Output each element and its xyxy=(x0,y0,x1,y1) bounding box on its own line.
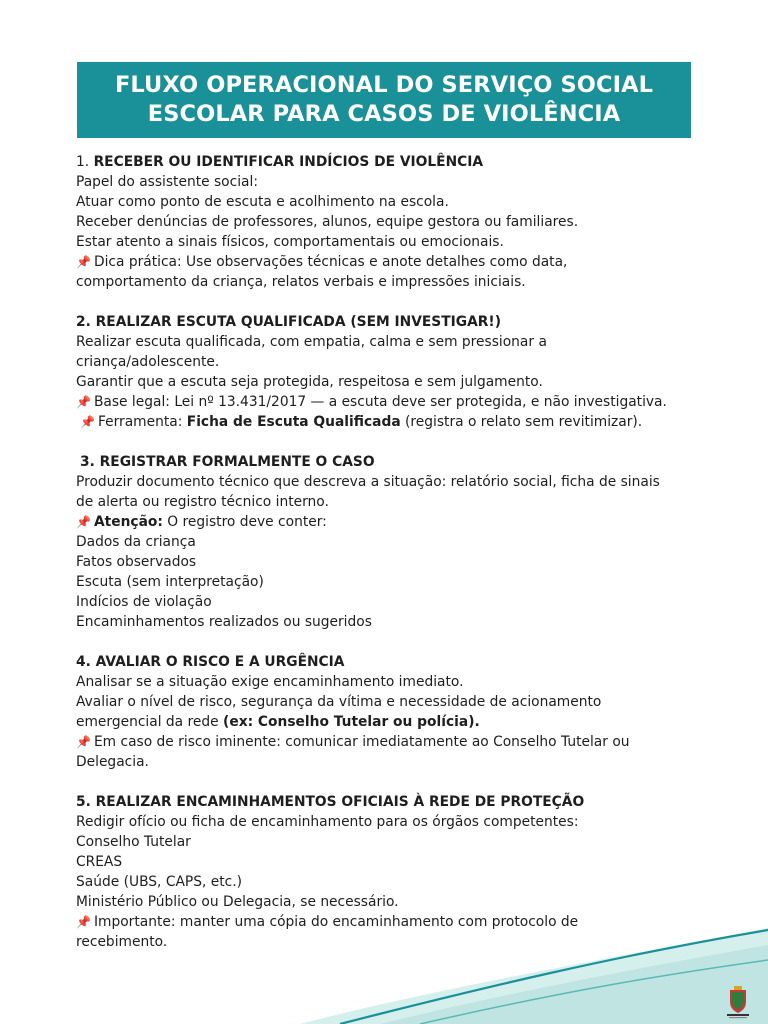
section-3-line: Produzir documento técnico que descreva a situação: relatório social, ficha de sinais xyxy=(76,474,660,490)
section-2-tool: 📌 Ferramenta: Ficha de Escuta Qualificada (registra o relato sem revitimizar). xyxy=(80,414,643,430)
section-4-heading: 4. AVALIAR O RISCO E A URGÊNCIA xyxy=(76,654,345,670)
section-1-line: Estar atento a sinais físicos, comportamentais ou emocionais. xyxy=(76,234,504,250)
section-4-line: Avaliar o nível de risco, segurança da vítima e necessidade de acionamento xyxy=(76,694,602,710)
section-5-line: recebimento. xyxy=(76,934,168,950)
section-4-line: emergencial da rede (ex: Conselho Tutelar ou polícia). xyxy=(76,714,480,730)
municipal-crest-icon xyxy=(724,984,752,1020)
list-item: Conselho Tutelar xyxy=(76,834,191,850)
pin-icon: 📌 xyxy=(76,915,91,929)
section-5-important: 📌 Importante: manter uma cópia do encaminhamento com protocolo de xyxy=(76,914,579,930)
pin-icon: 📌 xyxy=(76,255,91,269)
section-3-attention: 📌 Atenção: O registro deve conter: xyxy=(76,514,327,530)
section-1-line: Papel do assistente social: xyxy=(76,174,258,190)
section-4-alert: 📌 Em caso de risco iminente: comunicar imediatamente ao Conselho Tutelar ou xyxy=(76,734,630,750)
section-2-line: criança/adolescente. xyxy=(76,354,220,370)
list-item: Escuta (sem interpretação) xyxy=(76,574,264,590)
section-1-tip: 📌 Dica prática: Use observações técnicas e anote detalhes como data, xyxy=(76,254,568,270)
section-1-line: Atuar como ponto de escuta e acolhimento na escola. xyxy=(76,194,449,210)
title-line-2: ESCOLAR PARA CASOS DE VIOLÊNCIA xyxy=(147,101,621,127)
list-item: Ministério Público ou Delegacia, se necessário. xyxy=(76,894,399,910)
pin-icon: 📌 xyxy=(76,395,91,409)
section-4-line: Delegacia. xyxy=(76,754,149,770)
section-1-heading: 1. RECEBER OU IDENTIFICAR INDÍCIOS DE VIOLÊNCIA xyxy=(76,154,484,170)
list-item: CREAS xyxy=(76,854,123,870)
list-item: Fatos observados xyxy=(76,554,197,570)
section-5-line: Redigir ofício ou ficha de encaminhamento para os órgãos competentes: xyxy=(76,814,579,830)
title-line-1: FLUXO OPERACIONAL DO SERVIÇO SOCIAL xyxy=(114,72,654,98)
section-2-legal: 📌 Base legal: Lei nº 13.431/2017 — a escuta deve ser protegida, e não investigativa. xyxy=(76,394,667,410)
list-item: Encaminhamentos realizados ou sugeridos xyxy=(76,614,372,630)
title-banner xyxy=(77,62,691,138)
section-3-heading: 3. REGISTRAR FORMALMENTE O CASO xyxy=(80,454,375,470)
list-item: Indícios de violação xyxy=(76,594,212,610)
list-item: Dados da criança xyxy=(76,534,196,550)
pin-icon: 📌 xyxy=(80,415,95,429)
pin-icon: 📌 xyxy=(76,515,91,529)
section-1-line: comportamento da criança, relatos verbais e impressões iniciais. xyxy=(76,274,526,290)
section-2-heading: 2. REALIZAR ESCUTA QUALIFICADA (SEM INVESTIGAR!) xyxy=(76,314,502,330)
section-3-line: de alerta ou registro técnico interno. xyxy=(76,494,329,510)
section-1-line: Receber denúncias de professores, alunos, equipe gestora ou familiares. xyxy=(76,214,579,230)
section-2-line: Realizar escuta qualificada, com empatia, calma e sem pressionar a xyxy=(76,334,547,350)
pin-icon: 📌 xyxy=(76,735,91,749)
section-5-heading: 5. REALIZAR ENCAMINHAMENTOS OFICIAIS À REDE DE PROTEÇÃO xyxy=(76,794,585,810)
section-2-line: Garantir que a escuta seja protegida, respeitosa e sem julgamento. xyxy=(76,374,543,390)
list-item: Saúde (UBS, CAPS, etc.) xyxy=(76,874,242,890)
section-4-line: Analisar se a situação exige encaminhamento imediato. xyxy=(76,674,464,690)
document-body xyxy=(76,152,696,952)
